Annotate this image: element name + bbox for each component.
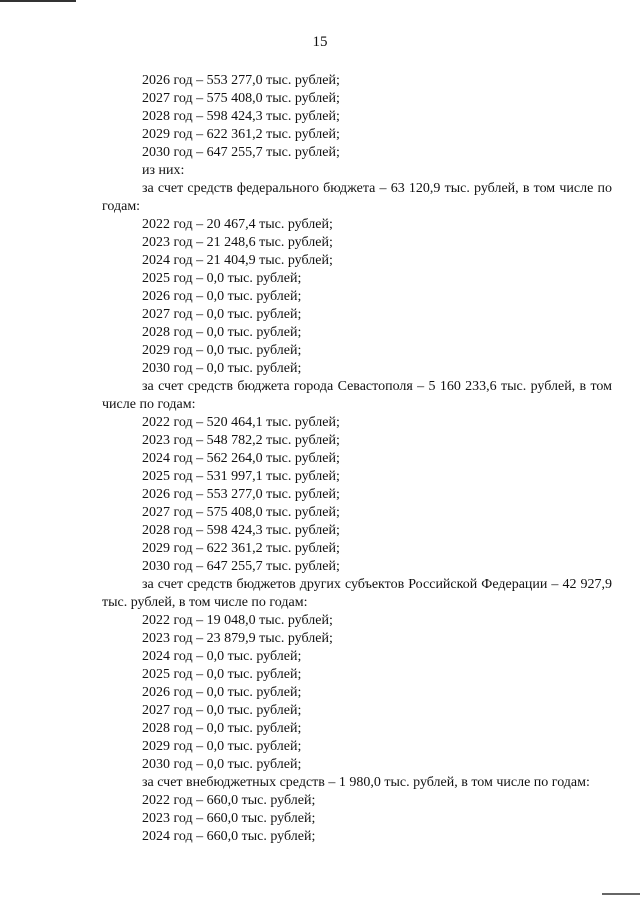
body-line: 2027 год – 0,0 тыс. рублей; (142, 703, 302, 718)
body-line: 2026 год – 553 277,0 тыс. рублей; (142, 73, 340, 88)
body-line: 2022 год – 20 467,4 тыс. рублей; (142, 217, 333, 232)
body-line: 2024 год – 21 404,9 тыс. рублей; (142, 253, 333, 268)
body-line: 2028 год – 0,0 тыс. рублей; (142, 721, 302, 736)
page-body (102, 72, 612, 846)
body-line: 2025 год – 531 997,1 тыс. рублей; (142, 469, 340, 484)
body-line: 2030 год – 0,0 тыс. рублей; (142, 757, 302, 772)
body-line: 2025 год – 0,0 тыс. рублей; (142, 271, 302, 286)
body-line: 2028 год – 0,0 тыс. рублей; (142, 325, 302, 340)
body-line: 2029 год – 622 361,2 тыс. рублей; (142, 127, 340, 142)
body-line: 2026 год – 0,0 тыс. рублей; (142, 289, 302, 304)
body-line: 2030 год – 647 255,7 тыс. рублей; (142, 145, 340, 160)
body-line: 2027 год – 575 408,0 тыс. рублей; (142, 505, 340, 520)
body-line: 2026 год – 553 277,0 тыс. рублей; (142, 487, 340, 502)
body-line: 2030 год – 0,0 тыс. рублей; (142, 361, 302, 376)
body-line: за счет средств федерального бюджета – 63 120,9 тыс. рублей, в том числе по годам: (102, 181, 612, 214)
body-line: 2024 год – 0,0 тыс. рублей; (142, 649, 302, 664)
body-line: 2026 год – 0,0 тыс. рублей; (142, 685, 302, 700)
body-line: 2028 год – 598 424,3 тыс. рублей; (142, 523, 340, 538)
body-line: 2022 год – 19 048,0 тыс. рублей; (142, 613, 333, 628)
body-line: 2022 год – 520 464,1 тыс. рублей; (142, 415, 340, 430)
scan-edge-bottom (602, 893, 640, 895)
body-line: 2027 год – 0,0 тыс. рублей; (142, 307, 302, 322)
scan-edge-top (0, 0, 76, 2)
body-line: из них: (142, 163, 185, 178)
body-line: 2023 год – 548 782,2 тыс. рублей; (142, 433, 340, 448)
body-line: за счет средств бюджета города Севастополя – 5 160 233,6 тыс. рублей, в том числе по годам: (102, 379, 612, 412)
body-line: 2024 год – 660,0 тыс. рублей; (142, 829, 316, 844)
body-line: 2023 год – 21 248,6 тыс. рублей; (142, 235, 333, 250)
body-line: 2029 год – 0,0 тыс. рублей; (142, 343, 302, 358)
body-line: 2027 год – 575 408,0 тыс. рублей; (142, 91, 340, 106)
body-line: 2023 год – 660,0 тыс. рублей; (142, 811, 316, 826)
body-line: за счет средств бюджетов других субъектов Российской Федерации – 42 927,9 тыс. рублей, в том числе по годам: (102, 577, 612, 610)
body-line: 2029 год – 0,0 тыс. рублей; (142, 739, 302, 754)
body-line: за счет внебюджетных средств – 1 980,0 тыс. рублей, в том числе по годам: (142, 775, 590, 790)
body-line: 2028 год – 598 424,3 тыс. рублей; (142, 109, 340, 124)
body-line: 2030 год – 647 255,7 тыс. рублей; (142, 559, 340, 574)
page-number: 15 (312, 34, 328, 50)
body-line: 2024 год – 562 264,0 тыс. рублей; (142, 451, 340, 466)
body-line: 2023 год – 23 879,9 тыс. рублей; (142, 631, 333, 646)
body-line: 2022 год – 660,0 тыс. рублей; (142, 793, 316, 808)
body-line: 2029 год – 622 361,2 тыс. рублей; (142, 541, 340, 556)
body-line: 2025 год – 0,0 тыс. рублей; (142, 667, 302, 682)
